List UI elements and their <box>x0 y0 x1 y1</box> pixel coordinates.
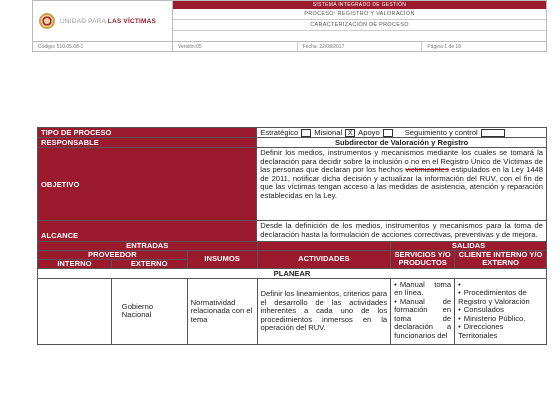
document-header <box>32 0 547 52</box>
interno-header: INTERNO <box>38 259 112 268</box>
cell-insumos: Normatividad relacionada con el tema <box>187 278 257 344</box>
process-table <box>37 241 547 345</box>
section-planear: PLANEAR <box>38 268 547 278</box>
document-meta <box>173 41 546 52</box>
actividades-header: ACTIVIDADES <box>257 250 391 268</box>
document-type: CARACTERIZACIÓN DE PROCESO <box>173 20 546 31</box>
checkbox-seguimiento <box>481 129 505 137</box>
cell-externo: Gobierno Nacional <box>111 278 187 344</box>
cliente-header: CLIENTE INTERNO Y/O EXTERNO <box>455 250 547 268</box>
list-item: • Direcciones Territoriales <box>458 323 543 340</box>
list-item: • Procedimientos de Registro y Valoración <box>458 289 543 306</box>
insumos-header: INSUMOS <box>187 250 257 268</box>
cell-actividades: Definir los lineamientos, criterios para el desarrollo de las actividades inherentes a cada uno de los procedimientos inmersos en la operación del RUV. <box>257 278 391 344</box>
entradas-header: ENTRADAS <box>38 242 258 251</box>
coat-of-arms-icon <box>39 13 55 29</box>
document-date: Fecha: 22/08/2017 <box>298 42 423 52</box>
header-logo <box>33 1 173 41</box>
tipo-proceso-options <box>257 128 547 138</box>
servicios-header: SERVICIOS Y/O PRODUCTOS <box>391 250 455 268</box>
checkbox-estrategico <box>301 129 311 137</box>
tipo-proceso-label: TIPO DE PROCESO <box>38 128 257 138</box>
logo-text: UNIDAD PARA LAS VÍCTIMAS <box>60 17 157 25</box>
struck-word: victimizantes <box>405 165 449 175</box>
salidas-header: SALIDAS <box>391 242 547 251</box>
cell-interno <box>38 278 112 344</box>
proveedor-header: PROVEEDOR <box>38 250 188 259</box>
responsable-label: RESPONSABLE <box>38 138 257 148</box>
page-number: Página 1 de 18 <box>427 44 461 50</box>
cell-servicios <box>391 278 455 344</box>
cell-clientes <box>455 278 547 344</box>
option-apoyo: Apoyo <box>358 128 380 137</box>
externo-header: EXTERNO <box>111 259 187 268</box>
list-item: • Manual toma en línea. <box>394 281 451 298</box>
checkbox-apoyo <box>383 129 393 137</box>
option-misional: Misional <box>314 128 343 137</box>
objetivo-value: Definir los medios, instrumentos y mecanismos mediante los cuales se tomará la declaración para decidir sobre la inclusión o no en el Registro Único de Víctimas de las personas que declaran por los hechos victimizantes estipulados en la Ley 1448 de 2011, notificar dicha decisión y actualizar la información del RUV, con el fin de que las víctimas tengan acceso a las medidas de asistencia, atención y reparación establecidas en la Ley. <box>257 148 547 221</box>
alcance-value: Desde la definición de los medios, instrumentos y mecanismos para la toma de declaración hasta la formulación de acciones correctivas, preventivas y de mejora. <box>257 221 547 250</box>
process-line: PROCESO: REGISTRO Y VALORACIÓN <box>173 9 546 20</box>
responsable-value: Subdirector de Valoración y Registro <box>257 138 547 148</box>
list-item: • Manual de formación en toma de declaración a funcionarios del <box>394 298 451 341</box>
process-info-table <box>37 127 547 250</box>
document-version: Versión:05 <box>173 42 298 52</box>
system-title: SISTEMA INTEGRADO DE GESTIÓN <box>173 1 546 9</box>
alcance-label: ALCANCE <box>38 221 257 250</box>
list-item: • Ministerio Público. <box>458 315 543 324</box>
list-item: • Consulados <box>458 306 543 315</box>
document-code: Código: 510.05.08-1 <box>33 41 173 52</box>
checkbox-misional: X <box>345 129 355 137</box>
option-seguimiento: Seguimiento y control <box>404 128 478 137</box>
objetivo-label: OBJETIVO <box>38 148 257 221</box>
table-row <box>38 278 547 344</box>
option-estrategico: Estratégico <box>260 128 299 137</box>
